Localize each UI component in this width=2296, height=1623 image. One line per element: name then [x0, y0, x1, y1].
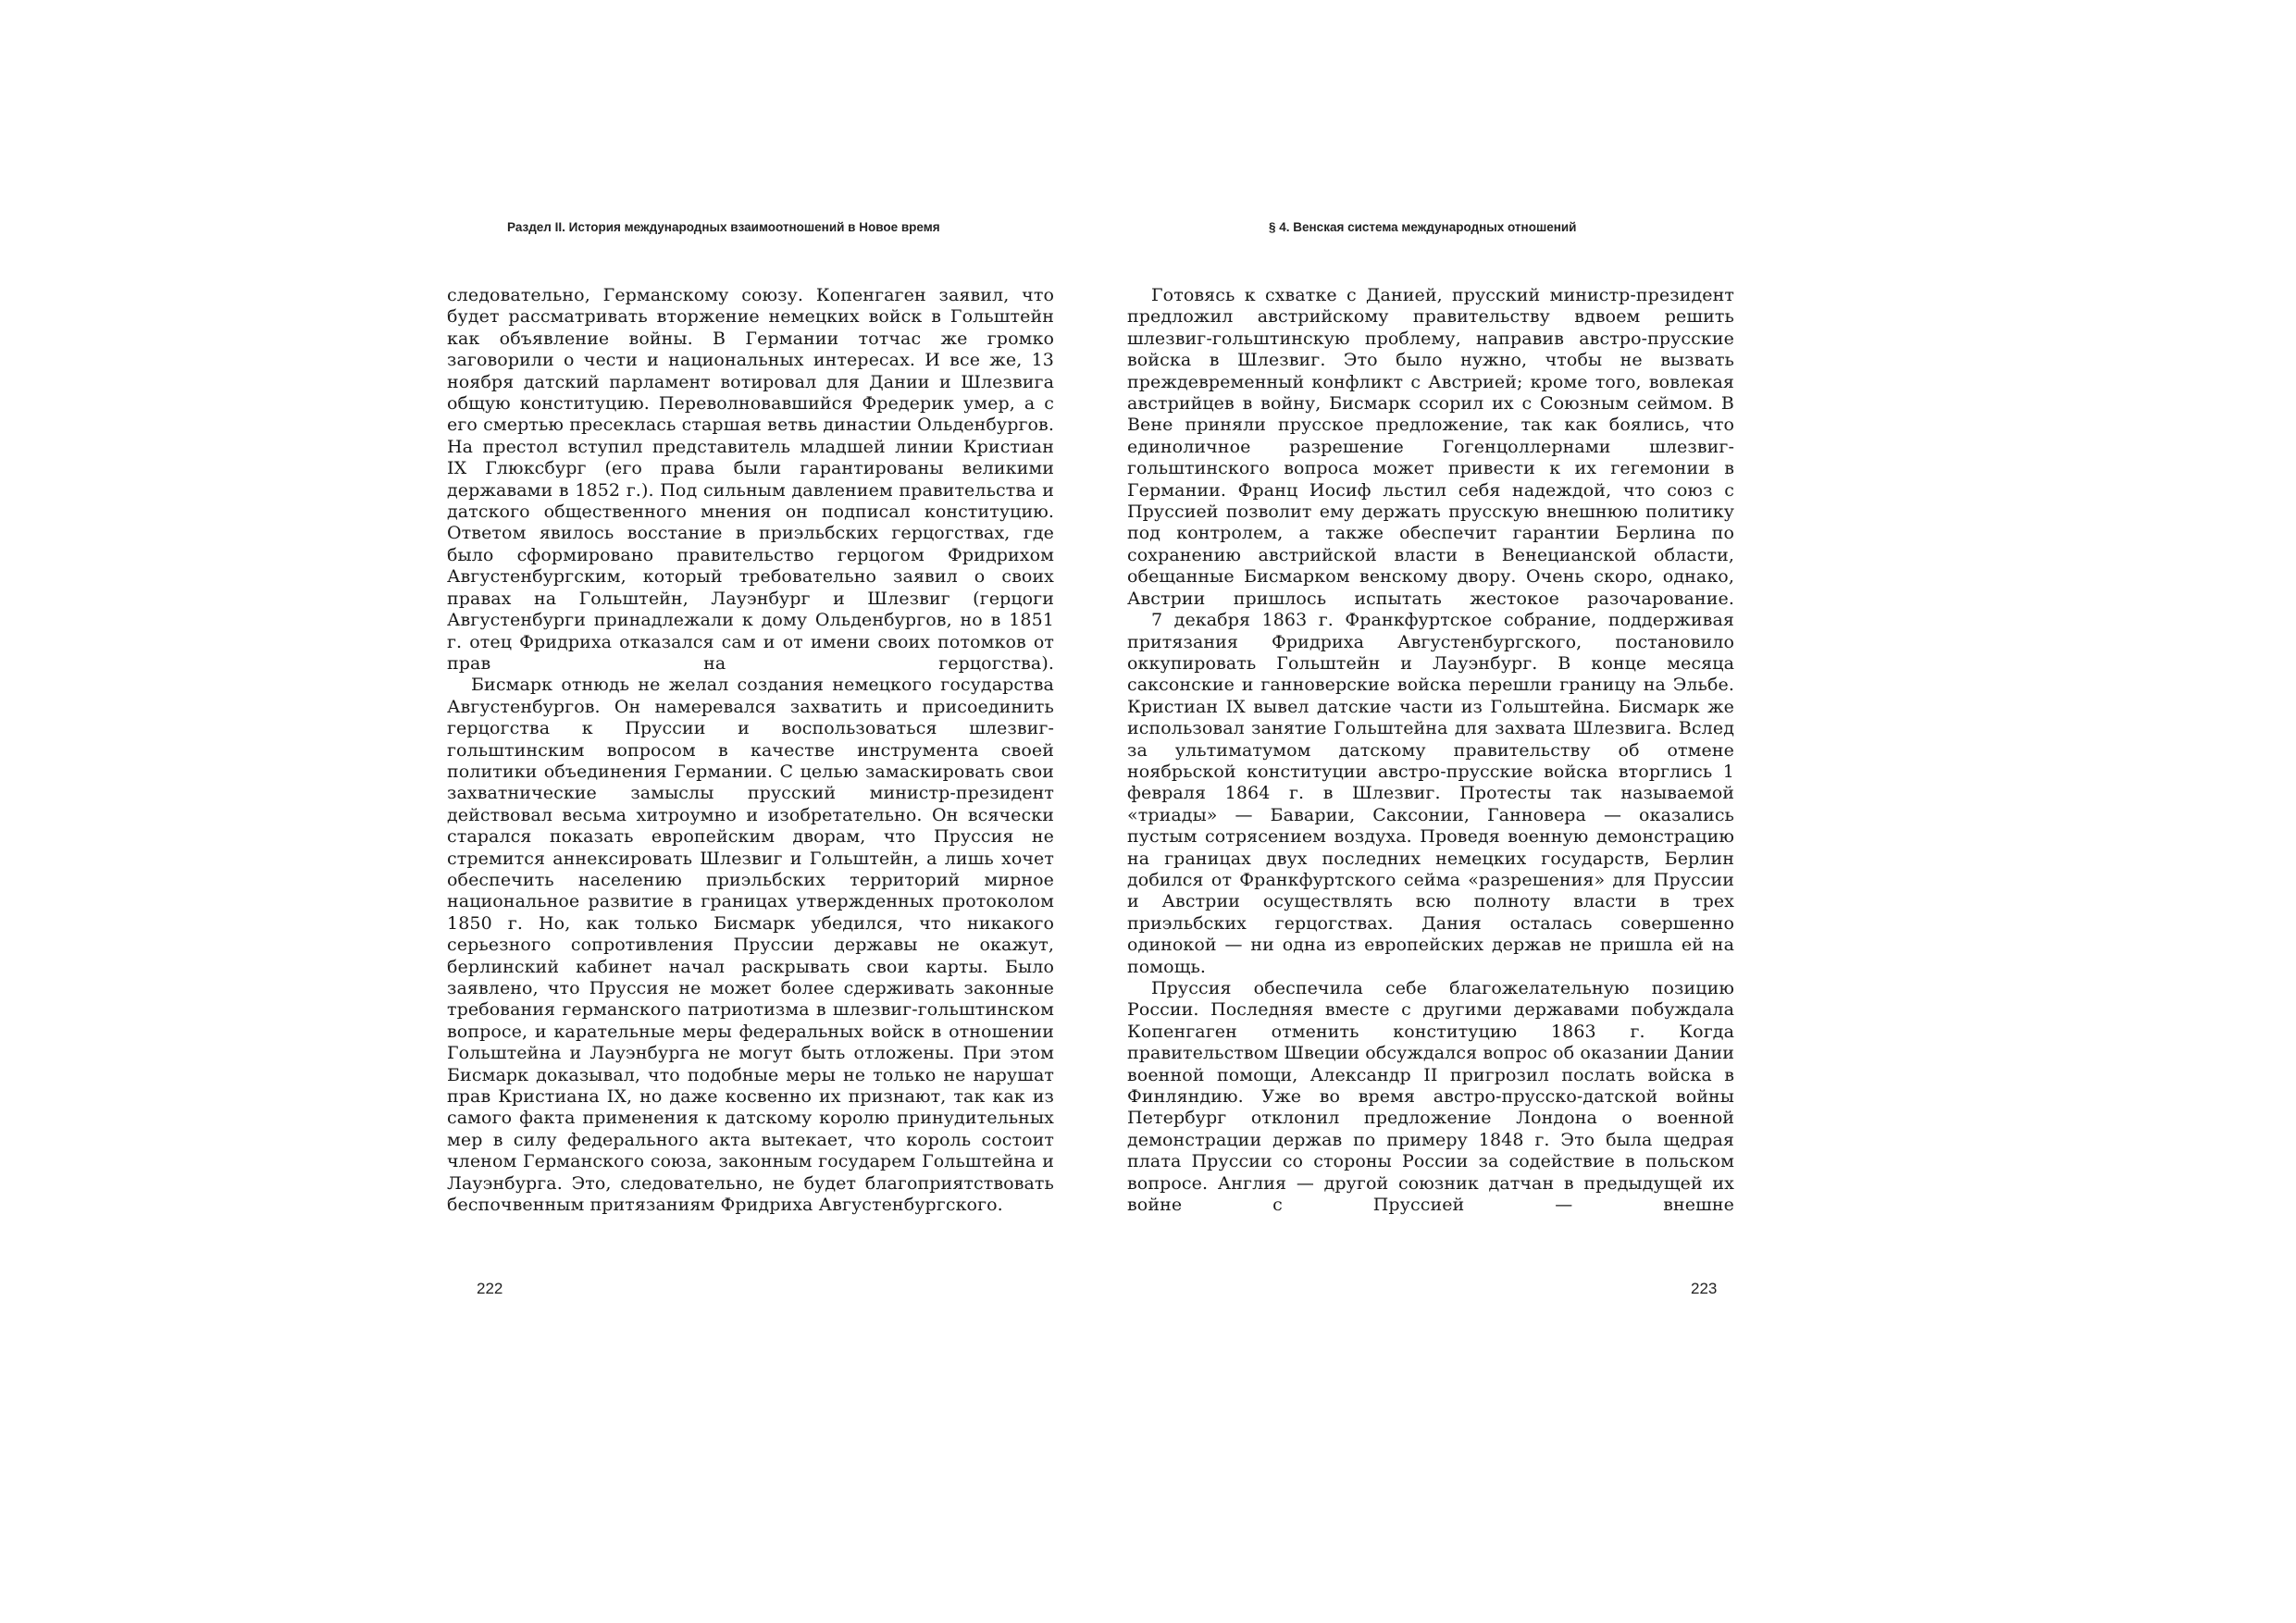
page-body — [1127, 285, 1734, 1216]
paragraph: Готовясь к схватке с Данией, прусский министр-президент предложил австрийскому правительству вдвоем решить шлезвиг-гольштинскую проблему, направив австро-прусские войска в Шлезвиг. Это было нужно, чтобы не вызвать преждевременный конфликт с Австрией; кроме того, вовлекая австрийцев в войну, Бисмарк ссорил их с Союзным сеймом. В Вене приняли прусское предложение, так как боялись, что единоличное разрешение Гогенцоллернами шлезвиг-гольштинского вопроса может привести к их гегемонии в Германии. Франц Иосиф льстил себя надеждой, что союз с Пруссией позволит ему держать прусскую внешнюю политику под контролем, а также обеспечит гарантии Берлина по сохранению австрийской власти в Венецианской области, обещанные Бисмарком венскому двору. Очень скоро, однако, Австрии пришлось испытать жестокое разочарование. — [1127, 285, 1734, 609]
paragraph: Бисмарк отнюдь не желал создания немецкого государства Августенбургов. Он намеревался захватить и присоединить герцогства к Пруссии и воспользоваться шлезвиг-гольштинским вопросом в качестве инструмента своей политики объединения Германии. С целью замаскировать свои захватнические замыслы прусский министр-президент действовал весьма хитроумно и изобретательно. Он всячески старался показать европейским дворам, что Пруссия не стремится аннексировать Шлезвиг и Гольштейн, а лишь хочет обеспечить населению приэльбских территорий мирное национальное развитие в границах утвержденных протоколом 1850 г. Но, как только Бисмарк убедился, что никакого серьезного сопротивления Пруссии державы не окажут, берлинский кабинет начал раскрывать свои карты. Было заявлено, что Пруссия не может более сдерживать законные требования германского патриотизма в шлезвиг-гольштинском вопросе, и карательные меры федеральных войск в отношении Гольштейна и Лауэнбурга не могут быть отложены. При этом Бисмарк доказывал, что подобные меры не только не нарушат прав Кристиана IX, но даже косвенно их признают, так как из самого факта применения к датскому королю принудительных мер в силу федерального акта вытекает, что король состоит членом Германского союза, законным государем Гольштейна и Лауэнбурга. Это, следовательно, не будет благоприятствовать беспочвенным притязаниям Фридриха Августенбургского. — [447, 675, 1054, 1216]
right-page — [1127, 0, 2296, 1623]
paragraph: 7 декабря 1863 г. Франкфуртское собрание, поддерживая притязания Фридриха Августенбургского, постановило оккупировать Гольштейн и Лауэнбург. В конце месяца саксонские и ганноверские войска перешли границу на Эльбе. Кристиан IX вывел датские части из Гольштейна. Бисмарк же использовал занятие Гольштейна для захвата Шлезвига. Вслед за ультиматумом датскому правительству об отмене ноябрьской конституции австро-прусские войска вторглись 1 февраля 1864 г. в Шлезвиг. Протесты так называемой «триады» — Баварии, Саксонии, Ганновера — оказались пустым сотрясением воздуха. Проведя военную демонстрацию на границах двух последних немецких государств, Берлин добился от Франкфуртского сейма «разрешения» для Пруссии и Австрии осуществлять всю полноту власти в трех приэльбских герцогствах. Дания осталась совершенно одинокой — ни одна из европейских держав не пришла ей на помощь. — [1127, 610, 1734, 977]
running-header: § 4. Венская система международных отношений — [1269, 220, 1577, 234]
page-number: 223 — [1691, 1280, 1718, 1297]
page-body — [447, 285, 1054, 1216]
running-header: Раздел II. История международных взаимоотношений в Новое время — [507, 220, 940, 234]
paragraph: следовательно, Германскому союзу. Копенгаген заявил, что будет рассматривать вторжение немецких войск в Гольштейн как объявление войны. В Германии тотчас же громко заговорили о чести и национальных интересах. И все же, 13 ноября датский парламент вотировал для Дании и Шлезвига общую конституцию. Переволновавшийся Фредерик умер, а с его смертью пресеклась старшая ветвь династии Ольденбургов. На престол вступил представитель младшей линии Кристиан IX Глюксбург (его права были гарантированы великими державами в 1852 г.). Под сильным давлением правительства и датского общественного мнения он подписал конституцию. Ответом явилось восстание в приэльбских герцогствах, где было сформировано правительство герцогом Фридрихом Августенбургским, который требовательно заявил о своих правах на Гольштейн, Лауэнбург и Шлезвиг (герцоги Августенбурги принадлежали к дому Ольденбургов, но в 1851 г. отец Фридриха отказался сам и от имени своих потомков от прав на герцогства). — [447, 285, 1054, 674]
page-number: 222 — [477, 1280, 503, 1297]
paragraph: Пруссия обеспечила себе благожелательную позицию России. Последняя вместе с другими державами побуждала Копенгаген отменить конституцию 1863 г. Когда правительством Швеции обсуждался вопрос об оказании Дании военной помощи, Александр II пригрозил послать войска в Финляндию. Уже во время австро-прусско-датской войны Петербург отклонил предложение Лондона о военной демонстрации держав по примеру 1848 г. Это была щедрая плата Пруссии со стороны России за содействие в польском вопросе. Англия — другой союзник датчан в предыдущей их войне с Пруссией — внешне — [1127, 978, 1734, 1216]
